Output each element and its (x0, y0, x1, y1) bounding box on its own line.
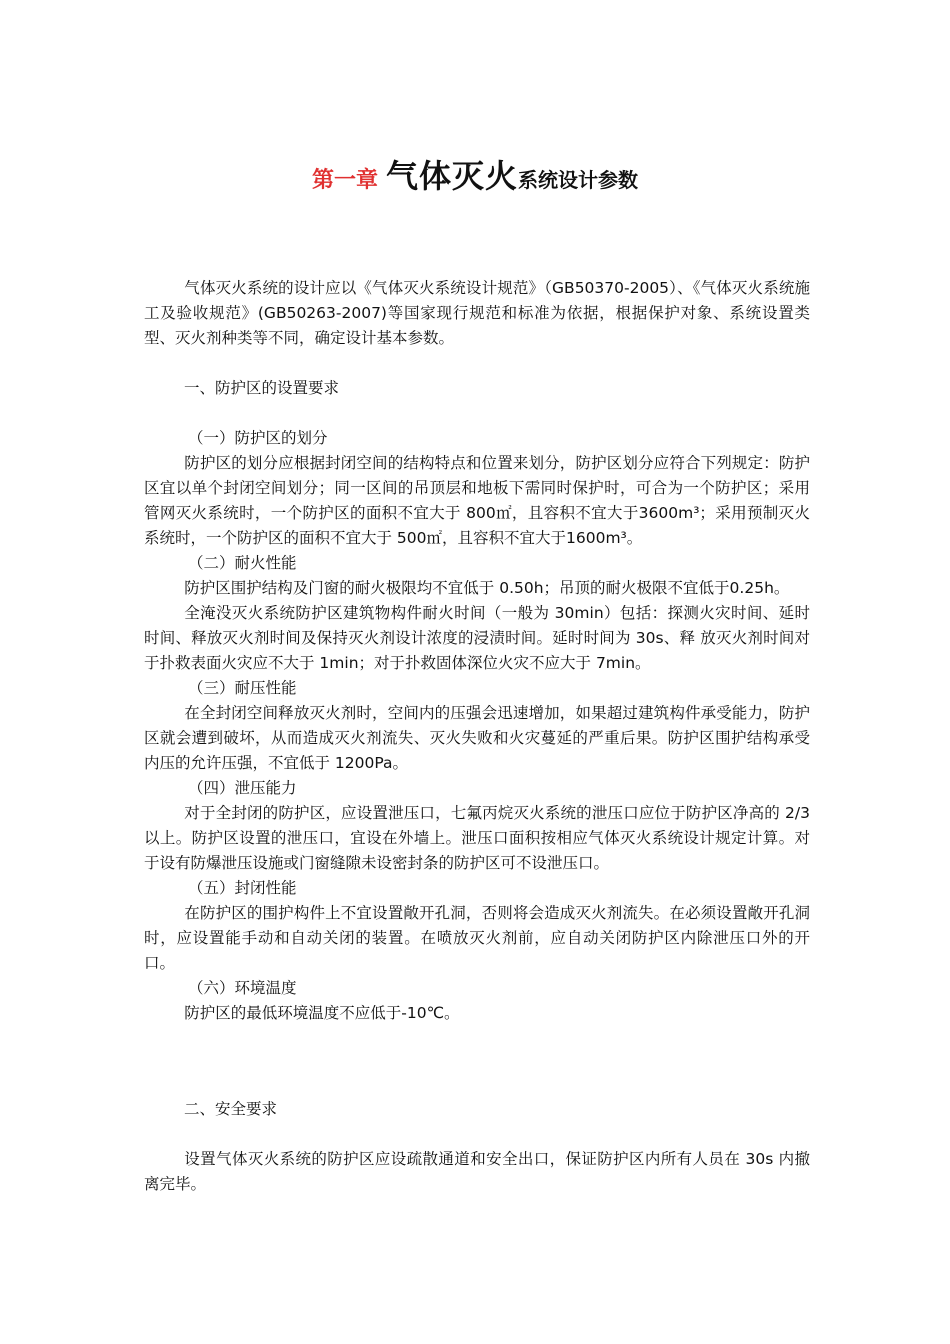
sub6-paragraph: 防护区的最低环境温度不应低于-10℃。 (184, 1004, 460, 1022)
section1-heading: 一、防护区的设置要求 (184, 379, 340, 397)
sub1-paragraph: 防护区的划分应根据封闭空间的结构特点和位置来划分，防护区划分应符合下列规定：防护区宜以单个封闭空间划分；同一区间的吊顶层和地板下需同时保护时，可合为一个防护区；采用管网灭火系统时，一个防护区的面积不宜大于 800㎡，且容积不宜大于3600m³；采用预制灭火系统时，一个防护区的面积不宜大于 500㎡，且容积不宜大于1600m³。 (144, 454, 810, 547)
chapter-title (0, 152, 950, 206)
section1-content (144, 426, 810, 1026)
intro-block (144, 276, 810, 351)
sub2-paragraph-2: 全淹没灭火系统防护区建筑物构件耐火时间（一般为 30min）包括：探测火灾时间、延时时间、释放灭火剂时间及保持灭火剂设计浓度的浸渍时间。延时时间为 30s、释 放灭火剂时间对于扑救表面火灾应不大于 1min；对于扑救固体深位火灾不应大于 7min。 (144, 604, 810, 672)
chapter-number: 第一章 (311, 168, 378, 193)
sub1-heading: （一）防护区的划分 (188, 429, 328, 447)
sub3-paragraph: 在全封闭空间释放灭火剂时，空间内的压强会迅速增加，如果超过建筑构件承受能力，防护区就会遭到破坏，从而造成灭火剂流失、灭火失败和火灾蔓延的严重后果。防护区围护结构承受内压的允许压强，不宜低于 1200Pa。 (144, 704, 810, 772)
section2-heading: 二、安全要求 (184, 1100, 278, 1118)
sub2-paragraph-1: 防护区围护结构及门窗的耐火极限均不宜低于 0.50h；吊顶的耐火极限不宜低于0.25h。 (184, 579, 790, 597)
intro-paragraph: 气体灭火系统的设计应以《气体灭火系统设计规范》（GB50370-2005）、《气体灭火系统施工及验收规范》(GB50263-2007)等国家现行规范和标准为依据，根据保护对象、系统设置类型、灭火剂种类等不同，确定设计基本参数。 (144, 279, 810, 347)
sub6-heading: （六）环境温度 (188, 979, 297, 997)
title-main: 气体灭火 (386, 157, 519, 195)
sub5-heading: （五）封闭性能 (188, 879, 297, 897)
title-sub: 系统设计参数 (518, 168, 639, 192)
sub4-paragraph: 对于全封闭的防护区，应设置泄压口，七氟丙烷灭火系统的泄压口应位于防护区净高的 2/3 以上。防护区设置的泄压口，宜设在外墙上。泄压口面积按相应气体灭火系统设计规定计算。对于设有防爆泄压设施或门窗缝隙未设密封条的防护区可不设泄压口。 (144, 804, 810, 872)
section2-paragraph: 设置气体灭火系统的防护区应设疏散通道和安全出口，保证防护区内所有人员在 30s 内撤离完毕。 (144, 1150, 810, 1193)
sub5-paragraph: 在防护区的围护构件上不宜设置敞开孔洞，否则将会造成灭火剂流失。在必须设置敞开孔洞时，应设置能手动和自动关闭的装置。在喷放灭火剂前，应自动关闭防护区内除泄压口外的开口。 (144, 904, 810, 972)
sub2-heading: （二）耐火性能 (188, 554, 297, 572)
sub3-heading: （三）耐压性能 (188, 679, 297, 697)
sub4-heading: （四）泄压能力 (188, 779, 297, 797)
section2-heading-block (144, 1097, 810, 1122)
section2-content (144, 1147, 810, 1197)
section1-heading-block (144, 376, 810, 401)
